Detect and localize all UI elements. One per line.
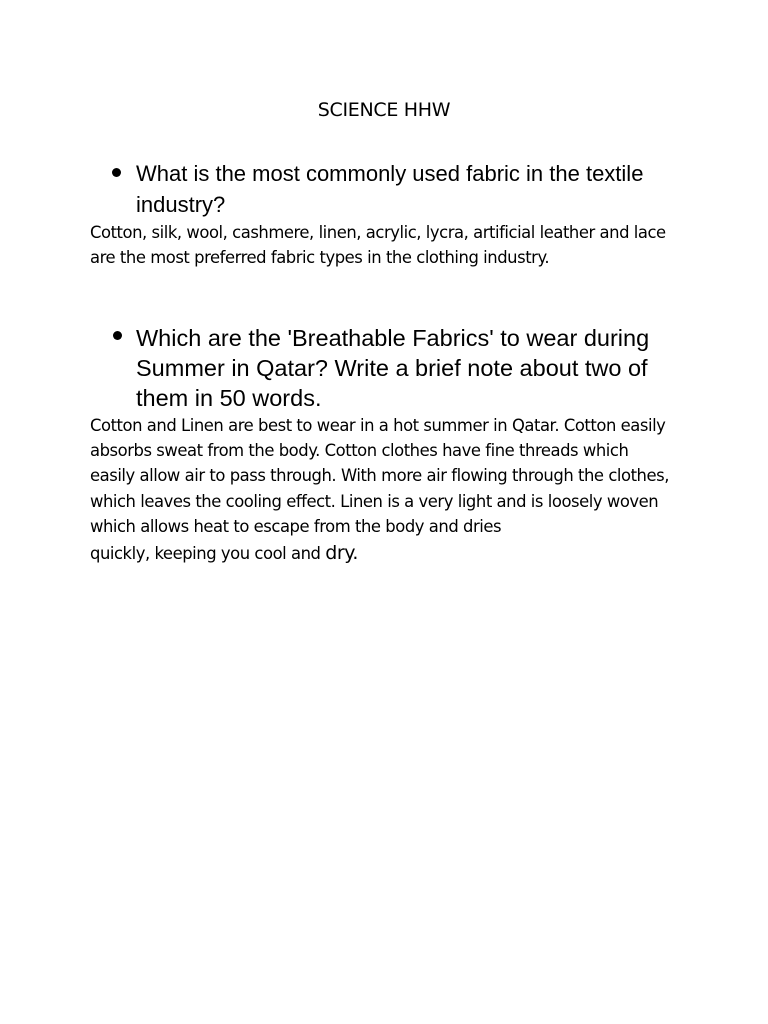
question-2: Which are the 'Breathable Fabrics' to wear during Summer in Qatar? Write a brief note about two of them in 50 words. <box>136 325 650 411</box>
answer-2-last-word: dry. <box>325 542 358 564</box>
answer-2: Cotton and Linen are best to wear in a hot summer in Qatar. Cotton easily absorbs sweat from the body. Cotton clothes have fine threads which easily allow air to pass through. With more air flowing through the clothes, which leaves the cooling effect. Linen is a very light and is loosely woven which allows heat to escape from the body and dries <box>90 416 669 536</box>
bullet-icon <box>112 168 121 177</box>
document-title: SCIENCE HHW <box>317 99 451 121</box>
answer-1: Cotton, silk, wool, cashmere, linen, acrylic, lycra, artificial leather and lace are the most preferred fabric types in the clothing industry. <box>90 223 666 267</box>
answer-2-last-line-text: quickly, keeping you cool and <box>90 544 326 563</box>
bullet-icon <box>113 331 122 340</box>
question-1: What is the most commonly used fabric in the textile industry? <box>136 161 644 217</box>
answer-2-last-line <box>90 541 358 566</box>
